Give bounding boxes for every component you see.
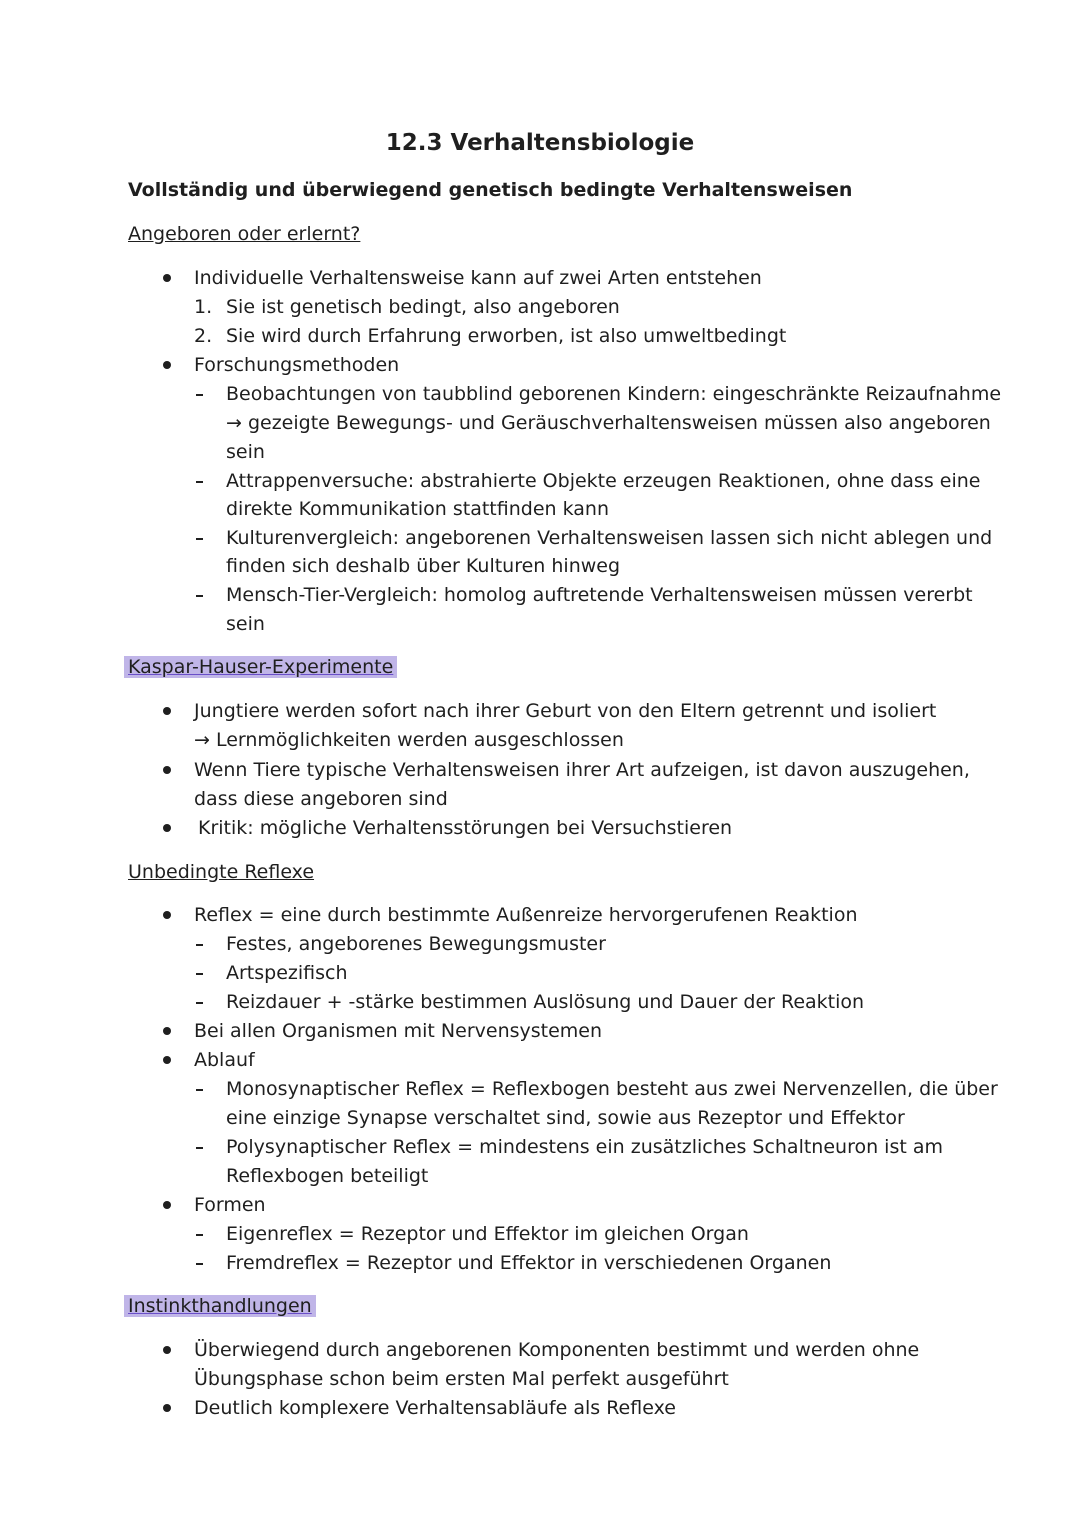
list-item: → gezeigte Bewegungs- und Geräuschverhaltensweisen müssen also angeboren: [226, 412, 991, 434]
dash-icon: [196, 394, 203, 396]
list-item: Formen: [194, 1194, 266, 1216]
list-item: dass diese angeboren sind: [194, 788, 448, 810]
list-item: sein: [226, 613, 265, 635]
dash-icon: [196, 1002, 203, 1004]
list-item: sein: [226, 441, 265, 463]
list-item: Bei allen Organismen mit Nervensystemen: [194, 1020, 603, 1042]
list-item: Kulturenvergleich: angeborenen Verhaltensweisen lassen sich nicht ablegen und: [226, 527, 993, 549]
dash-icon: [196, 595, 203, 597]
dash-icon: [196, 1089, 203, 1091]
list-item: Übungsphase schon beim ersten Mal perfekt ausgeführt: [194, 1368, 729, 1390]
list-item: Kritik: mögliche Verhaltensstörungen bei Versuchstieren: [198, 817, 733, 839]
list-item: Reflex = eine durch bestimmte Außenreize hervorgerufenen Reaktion: [194, 904, 858, 926]
bullet-icon: [163, 824, 171, 832]
list-item: eine einzige Synapse verschaltet sind, sowie aus Rezeptor und Effektor: [226, 1107, 905, 1129]
dash-icon: [196, 481, 203, 483]
list-item: Artspezifisch: [226, 962, 348, 984]
section-heading-reflexe: Unbedingte Reflexe: [128, 861, 315, 883]
page-title: 12.3 Verhaltensbiologie: [385, 130, 695, 156]
list-item: Ablauf: [194, 1049, 255, 1071]
bullet-icon: [163, 1027, 171, 1035]
list-item: Eigenreflex = Rezeptor und Effektor im gleichen Organ: [226, 1223, 749, 1245]
section-heading-instinkthandlungen: Instinkthandlungen: [124, 1295, 316, 1317]
list-item: finden sich deshalb über Kulturen hinweg: [226, 555, 621, 577]
list-item: → Lernmöglichkeiten werden ausgeschlossen: [194, 729, 624, 751]
subtitle: Vollständig und überwiegend genetisch bedingte Verhaltensweisen: [128, 179, 853, 201]
bullet-icon: [163, 361, 171, 369]
list-item: Jungtiere werden sofort nach ihrer Geburt von den Eltern getrennt und isoliert: [194, 700, 937, 722]
dash-icon: [196, 973, 203, 975]
bullet-icon: [163, 1201, 171, 1209]
bullet-icon: [163, 1056, 171, 1064]
list-item: Festes, angeborenes Bewegungsmuster: [226, 933, 606, 955]
list-item: Wenn Tiere typische Verhaltensweisen ihrer Art aufzeigen, ist davon auszugehen,: [194, 759, 970, 781]
list-item: Individuelle Verhaltensweise kann auf zwei Arten entstehen: [194, 267, 762, 289]
number-label: 1.: [194, 296, 213, 318]
bullet-icon: [163, 274, 171, 282]
dash-icon: [196, 1147, 203, 1149]
list-item: Fremdreflex = Rezeptor und Effektor in verschiedenen Organen: [226, 1252, 832, 1274]
dash-icon: [196, 1263, 203, 1265]
list-item: Deutlich komplexere Verhaltensabläufe als Reflexe: [194, 1397, 676, 1419]
list-item: Reflexbogen beteiligt: [226, 1165, 429, 1187]
list-item: Polysynaptischer Reflex = mindestens ein zusätzliches Schaltneuron ist am: [226, 1136, 943, 1158]
number-label: 2.: [194, 325, 213, 347]
dash-icon: [196, 538, 203, 540]
section-heading-angeboren: Angeboren oder erlernt?: [128, 223, 361, 245]
list-item: direkte Kommunikation stattfinden kann: [226, 498, 609, 520]
bullet-icon: [163, 766, 171, 774]
list-item: Beobachtungen von taubblind geborenen Kindern: eingeschränkte Reizaufnahme: [226, 383, 1002, 405]
list-item: Reizdauer + -stärke bestimmen Auslösung und Dauer der Reaktion: [226, 991, 865, 1013]
list-item: Monosynaptischer Reflex = Reflexbogen besteht aus zwei Nervenzellen, die über: [226, 1078, 998, 1100]
dash-icon: [196, 944, 203, 946]
list-item: Sie wird durch Erfahrung erworben, ist also umweltbedingt: [226, 325, 787, 347]
list-item: Forschungsmethoden: [194, 354, 400, 376]
section-heading-kaspar-hauser: Kaspar-Hauser-Experimente: [124, 656, 397, 678]
dash-icon: [196, 1234, 203, 1236]
bullet-icon: [163, 911, 171, 919]
bullet-icon: [163, 1404, 171, 1412]
list-item: Sie ist genetisch bedingt, also angeboren: [226, 296, 620, 318]
list-item: Mensch-Tier-Vergleich: homolog auftretende Verhaltensweisen müssen vererbt: [226, 584, 973, 606]
list-item: Überwiegend durch angeborenen Komponenten bestimmt und werden ohne: [194, 1339, 920, 1361]
list-item: Attrappenversuche: abstrahierte Objekte erzeugen Reaktionen, ohne dass eine: [226, 470, 981, 492]
bullet-icon: [163, 1346, 171, 1354]
bullet-icon: [163, 707, 171, 715]
